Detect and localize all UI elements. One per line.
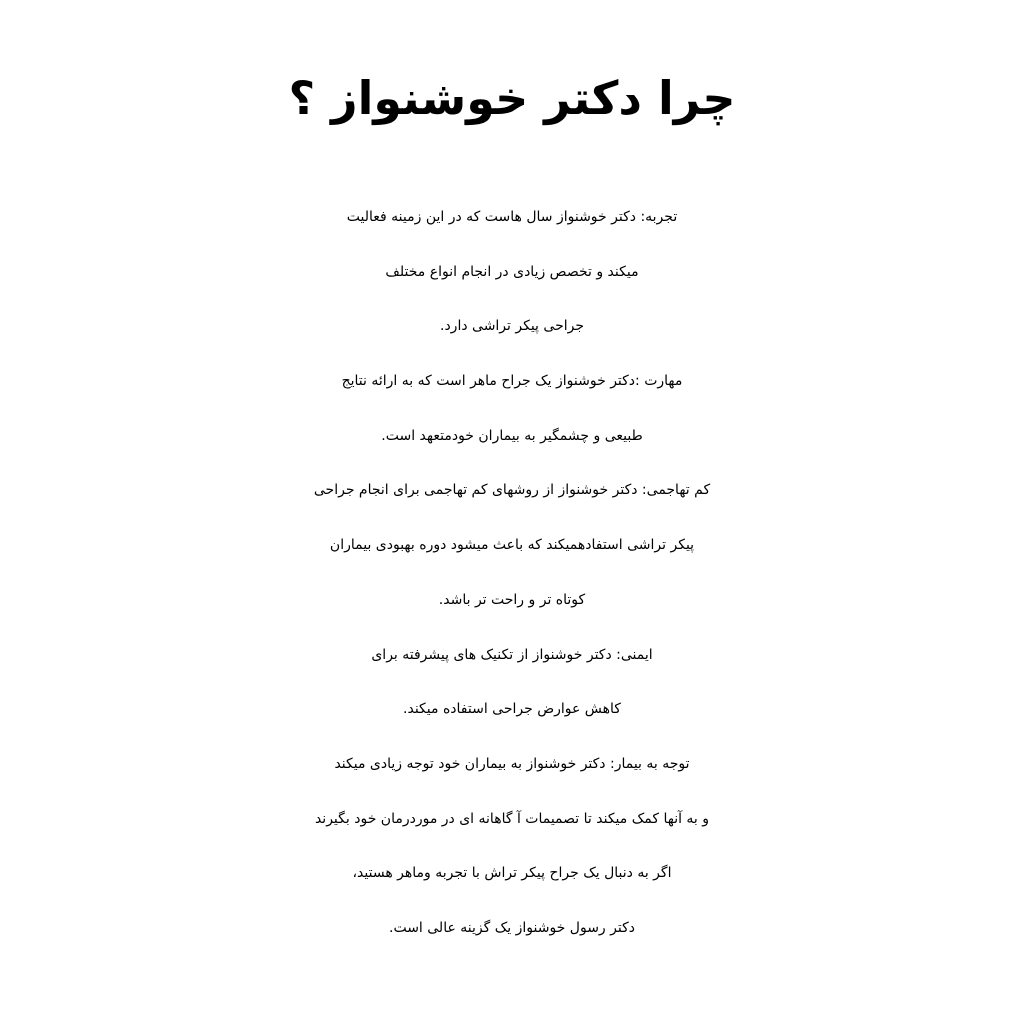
text-line: جراحی پیکر تراشی دارد. <box>440 318 584 335</box>
text-line: کم تهاجمی: دکتر خوشنواز از روشهای کم تهاجمی برای انجام جراحی <box>313 482 711 499</box>
text-line: و به آنها کمک میکند تا تصمیمات آ گاهانه ای در موردرمان خود بگیرند <box>314 810 710 827</box>
text-line: پیکر تراشی استفادهمیکند که باعث میشود دوره بهبودی بیماران <box>329 537 695 554</box>
text-line: دکتر رسول خوشنواز یک گزینه عالی است. <box>389 919 635 936</box>
text-line: طبیعی و چشمگیر به بیماران خودمتعهد است. <box>381 427 643 444</box>
text-line: کاهش عوارض جراحی استفاده میکند. <box>403 701 621 718</box>
body-text <box>0 190 1024 956</box>
text-line: اگر به دنبال یک جراح پیکر تراش با تجربه وماهر هستید، <box>352 865 672 882</box>
text-line: میکند و تخصص زیادی در انجام انواع مختلف <box>385 263 639 280</box>
page-title: چرا دکتر خوشنواز ؟ <box>288 71 736 125</box>
text-line: مهارت :دکتر خوشنواز یک جراح ماهر است که به ارائه نتایج <box>341 373 683 390</box>
text-line: ایمنی: دکتر خوشنواز از تکنیک های پیشرفته برای <box>371 646 653 663</box>
text-line: توجه به بیمار: دکتر خوشنواز به بیماران خود توجه زیادی میکند <box>334 755 690 772</box>
text-line: تجربه: دکتر خوشنواز سال هاست که در این زمینه فعالیت <box>346 209 678 225</box>
text-line: کوتاه تر و راحت تر باشد. <box>438 591 586 608</box>
